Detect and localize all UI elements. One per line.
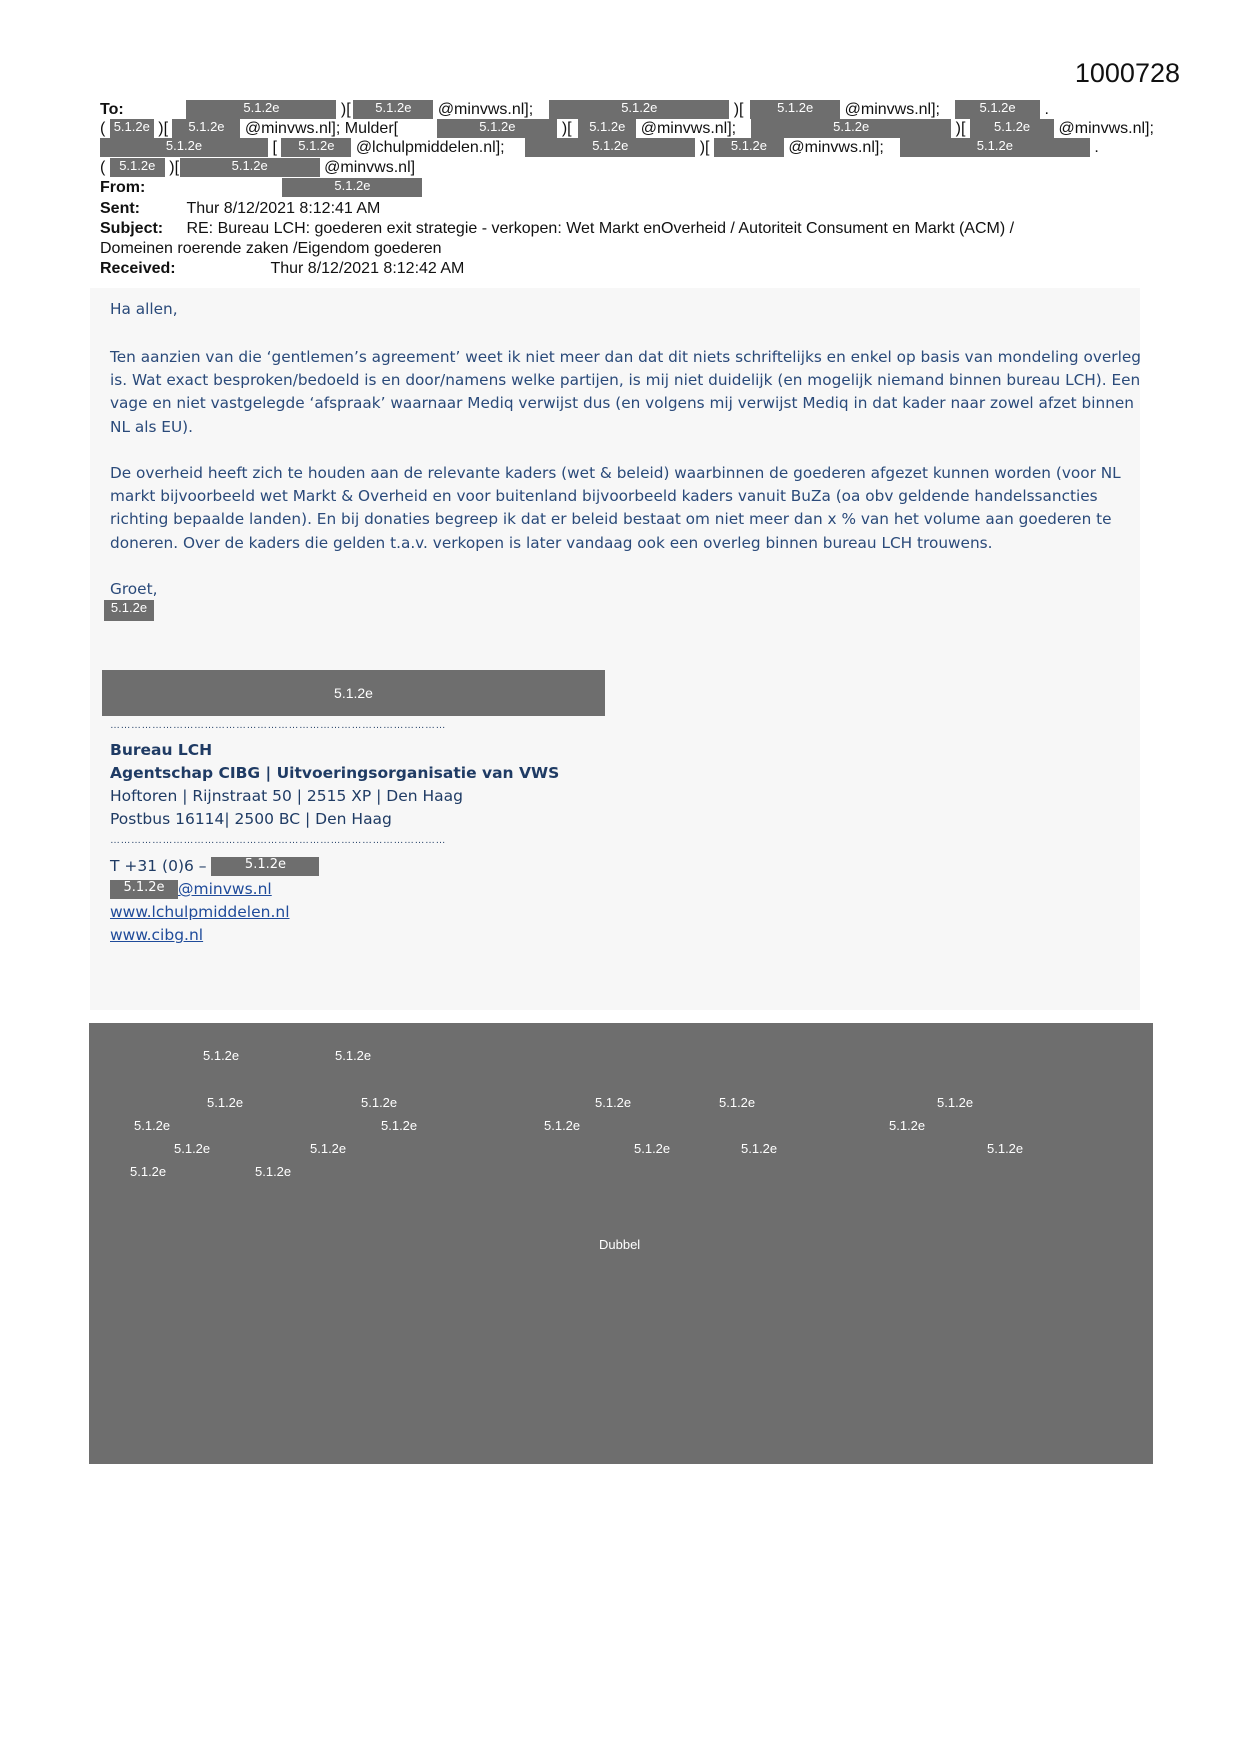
to-line-1: To: 5.1.2e )[ 5.1.2e @minvws.nl]; 5.1.2e )[ 5.1.2e @minvws.nl]; 5.1.2e . <box>100 100 1049 118</box>
redaction-tag: 5.1.2e <box>130 1164 167 1179</box>
redaction: 5.1.2e <box>180 158 320 177</box>
redaction: 5.1.2e <box>211 857 319 876</box>
redaction-sender-name: 5.1.2e <box>104 600 154 621</box>
redaction-tag: 5.1.2e <box>310 1141 347 1156</box>
redaction-tag: 5.1.2e <box>381 1118 418 1133</box>
to-line-2: ( 5.1.2e )[ 5.1.2e @minvws.nl]; Mulder[ 5.1.2e )[ 5.1.2e @minvws.nl]; 5.1.2e )[ 5.1.2e @minvws.nl]; <box>100 119 1154 137</box>
signature-address-1: Hoftoren | Rijnstraat 50 | 2515 XP | Den Haag <box>110 787 464 805</box>
dubbel-label: Dubbel <box>599 1237 641 1252</box>
redaction: 5.1.2e <box>172 119 240 138</box>
redaction-tag: 5.1.2e <box>134 1118 171 1133</box>
redaction: 5.1.2e <box>751 119 951 138</box>
email-fragment: @minvws.nl]; Mulder[ <box>244 120 399 137</box>
redaction-tag: 5.1.2e <box>361 1095 398 1110</box>
signature-address-2: Postbus 16114| 2500 BC | Den Haag <box>110 810 392 828</box>
message-paragraph-2: De overheid heeft zich te houden aan de relevante kaders (wet & beleid) waarbinnen de goederen afgezet kunnen worden (voor NL markt bijvoorbeeld wet Markt & Overheid en voor buitenland bijvoorbeeld kaders vanuit BuZa (oa obv geldende handelssancties richting bepaalde landen). En bij donaties begreep ik dat er beleid bestaat om niet meer dan x % van het volume aan goederen te doneren. Over de kaders die gelden t.a.v. verkopen is later vandaag ook een overleg binnen bureau LCH trouwens. <box>110 464 1121 552</box>
email-link[interactable]: @minvws.nl <box>178 880 272 898</box>
redaction: 5.1.2e <box>900 138 1090 157</box>
to-line-3: 5.1.2e [ 5.1.2e @lchulpmiddelen.nl]; 5.1.2e )[ 5.1.2e @minvws.nl]; 5.1.2e . <box>100 138 1099 157</box>
signature-email <box>110 880 272 899</box>
redaction-tag: 5.1.2e <box>203 1048 240 1063</box>
subject-value: RE: Bureau LCH: goederen exit strategie - verkopen: Wet Markt enOverheid / Autoriteit Consument en Markt (ACM) / <box>186 220 1015 237</box>
redaction-signature-block: 5.1.2e <box>102 670 605 716</box>
redaction: 5.1.2e <box>110 880 178 899</box>
redaction: 5.1.2e <box>578 119 636 138</box>
redaction: 5.1.2e <box>282 178 422 197</box>
redaction: 5.1.2e <box>281 138 351 157</box>
signature-org-2: Agentschap CIBG | Uitvoeringsorganisatie van VWS <box>110 764 560 782</box>
message-paragraph-1: Ten aanzien van die ‘gentlemen’s agreement’ weet ik niet meer dan dat dit niets schriftelijks en enkel op basis van mondeling overleg is. Wat exact besproken/bedoeld is en door/namens welke partijen, is mij niet duidelijk (en mogelijk niemand binnen bureau LCH). Een vage en niet vastgelegde ‘afspraak’ waarnaar Mediq verwijst dus (en volgens mij verwijst Mediq in dat kader naar zowel afzet binnen NL als EU). <box>110 348 1141 436</box>
redaction-tag: 5.1.2e <box>174 1141 211 1156</box>
redaction-tag: 5.1.2e <box>207 1095 244 1110</box>
redaction: 5.1.2e <box>353 100 433 119</box>
redaction-tag: 5.1.2e <box>255 1164 292 1179</box>
from-line <box>100 178 422 197</box>
signature-website-1 <box>110 903 290 921</box>
redaction: 5.1.2e <box>437 119 557 138</box>
redaction: 5.1.2e <box>970 119 1054 138</box>
redaction: 5.1.2e <box>110 158 165 177</box>
email-fragment: @lchulpmiddelen.nl]; <box>355 139 505 156</box>
redaction-tag: 5.1.2e <box>937 1095 974 1110</box>
received-line <box>100 259 464 278</box>
signature-phone <box>110 857 319 876</box>
redaction-tag: 5.1.2e <box>335 1048 372 1063</box>
subject-label: Subject: <box>100 220 164 237</box>
signature-divider-2: …………………………………………………………………………………… <box>110 835 446 846</box>
website-link-cibg[interactable]: www.cibg.nl <box>110 926 204 944</box>
redaction-tag: 5.1.2e <box>595 1095 632 1110</box>
email-fragment: @minvws.nl] <box>324 159 416 176</box>
email-fragment: @minvws.nl]; <box>437 101 534 118</box>
email-fragment: @minvws.nl]; <box>844 101 940 118</box>
redaction-tag: 5.1.2e <box>987 1141 1024 1156</box>
redaction-tag: 5.1.2e <box>741 1141 778 1156</box>
email-fragment: @minvws.nl]; <box>788 139 884 156</box>
redaction-tag: 5.1.2e <box>634 1141 671 1156</box>
email-fragment: @minvws.nl]; <box>1058 120 1154 137</box>
redaction: 5.1.2e <box>549 100 729 119</box>
message-greeting: Ha allen, <box>110 300 178 318</box>
email-fragment: @minvws.nl]; <box>640 120 737 137</box>
redaction: 5.1.2e <box>955 100 1040 119</box>
signature-website-2 <box>110 926 203 944</box>
redaction-tag: 5.1.2e <box>719 1095 756 1110</box>
redacted-attachment-block <box>89 1023 1153 1464</box>
website-link-lchulpmiddelen[interactable]: www.lchulpmiddelen.nl <box>110 903 290 921</box>
phone-prefix: T +31 (0)6 – <box>110 857 207 875</box>
sent-value: Thur 8/12/2021 8:12:41 AM <box>186 200 381 217</box>
received-label: Received: <box>100 260 176 277</box>
to-line-4: ( 5.1.2e )[ 5.1.2e @minvws.nl] <box>100 158 416 176</box>
redaction: 5.1.2e <box>714 138 784 157</box>
signature-org-1: Bureau LCH <box>110 741 213 759</box>
sent-label: Sent: <box>100 200 140 217</box>
redaction: 5.1.2e <box>100 138 268 157</box>
message-closing: Groet, <box>110 580 158 598</box>
subject-line <box>100 219 1014 238</box>
redaction: 5.1.2e <box>110 119 154 138</box>
signature-divider-1: …………………………………………………………………………………… <box>110 720 446 731</box>
subject-line-2: Domeinen roerende zaken /Eigendom goederen <box>100 240 442 257</box>
document-number: 1000728 <box>1074 58 1180 88</box>
redaction: 5.1.2e <box>186 100 336 119</box>
redaction-tag: 5.1.2e <box>544 1118 581 1133</box>
redaction: 5.1.2e <box>750 100 840 119</box>
to-label: To: <box>100 101 124 118</box>
received-value: Thur 8/12/2021 8:12:42 AM <box>270 260 465 277</box>
redaction: 5.1.2e <box>525 138 695 157</box>
sent-line <box>100 199 380 218</box>
from-label: From: <box>100 179 146 196</box>
redaction-tag: 5.1.2e <box>889 1118 926 1133</box>
